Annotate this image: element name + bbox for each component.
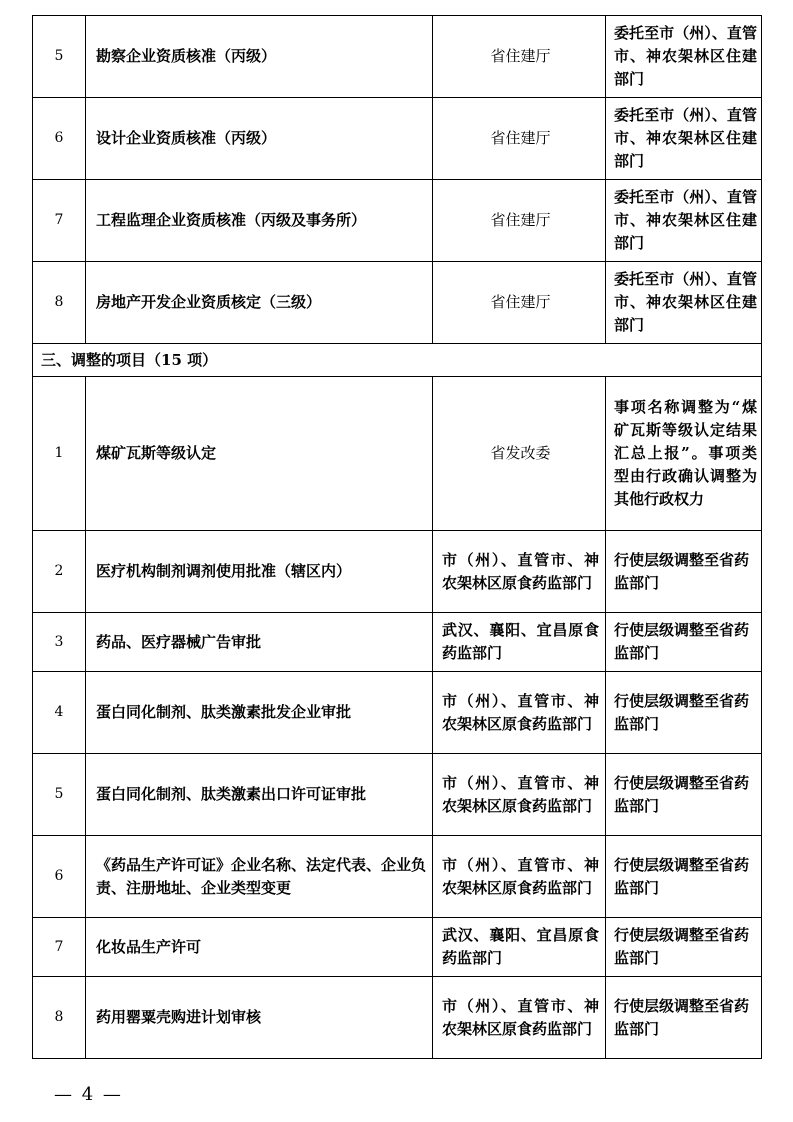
item-department: 市（州）、直管市、神农架林区原食药监部门 bbox=[433, 977, 606, 1059]
row-number: 6 bbox=[33, 98, 86, 180]
item-department: 市（州）、直管市、神农架林区原食药监部门 bbox=[433, 672, 606, 754]
item-name: 《药品生产许可证》企业名称、法定代表、企业负责、注册地址、企业类型变更 bbox=[86, 836, 433, 918]
row-number: 8 bbox=[33, 262, 86, 344]
item-note: 委托至市（州）、直管市、神农架林区住建部门 bbox=[606, 180, 762, 262]
item-note: 行使层级调整至省药监部门 bbox=[606, 918, 762, 977]
table-row bbox=[33, 16, 762, 98]
item-department: 省发改委 bbox=[433, 377, 606, 531]
table-row bbox=[33, 531, 762, 613]
item-name: 勘察企业资质核准（丙级） bbox=[86, 16, 433, 98]
section-heading: 三、调整的项目（15 项） bbox=[33, 344, 762, 377]
item-note: 委托至市（州）、直管市、神农架林区住建部门 bbox=[606, 98, 762, 180]
item-note: 委托至市（州）、直管市、神农架林区住建部门 bbox=[606, 16, 762, 98]
page-number: — 4 — bbox=[54, 1084, 123, 1105]
row-number: 4 bbox=[33, 672, 86, 754]
item-department: 省住建厅 bbox=[433, 180, 606, 262]
item-note: 委托至市（州）、直管市、神农架林区住建部门 bbox=[606, 262, 762, 344]
item-name: 药用罂粟壳购进计划审核 bbox=[86, 977, 433, 1059]
item-name: 蛋白同化制剂、肽类激素批发企业审批 bbox=[86, 672, 433, 754]
item-note: 行使层级调整至省药监部门 bbox=[606, 836, 762, 918]
row-number: 5 bbox=[33, 754, 86, 836]
section-heading-row bbox=[33, 344, 762, 377]
row-number: 2 bbox=[33, 531, 86, 613]
table-row bbox=[33, 180, 762, 262]
item-department: 市（州）、直管市、神农架林区原食药监部门 bbox=[433, 836, 606, 918]
item-note: 行使层级调整至省药监部门 bbox=[606, 531, 762, 613]
item-note: 行使层级调整至省药监部门 bbox=[606, 672, 762, 754]
row-number: 8 bbox=[33, 977, 86, 1059]
table-row bbox=[33, 262, 762, 344]
item-note: 行使层级调整至省药监部门 bbox=[606, 977, 762, 1059]
row-number: 7 bbox=[33, 180, 86, 262]
item-name: 药品、医疗器械广告审批 bbox=[86, 613, 433, 672]
item-name: 房地产开发企业资质核定（三级） bbox=[86, 262, 433, 344]
item-department: 市（州）、直管市、神农架林区原食药监部门 bbox=[433, 754, 606, 836]
item-name: 设计企业资质核准（丙级） bbox=[86, 98, 433, 180]
item-name: 工程监理企业资质核准（丙级及事务所） bbox=[86, 180, 433, 262]
item-name: 蛋白同化制剂、肽类激素出口许可证审批 bbox=[86, 754, 433, 836]
item-note: 行使层级调整至省药监部门 bbox=[606, 754, 762, 836]
table-row bbox=[33, 98, 762, 180]
table-row bbox=[33, 377, 762, 531]
row-number: 7 bbox=[33, 918, 86, 977]
item-department: 市（州）、直管市、神农架林区原食药监部门 bbox=[433, 531, 606, 613]
item-department: 省住建厅 bbox=[433, 98, 606, 180]
table-row bbox=[33, 672, 762, 754]
item-name: 化妆品生产许可 bbox=[86, 918, 433, 977]
item-note: 行使层级调整至省药监部门 bbox=[606, 613, 762, 672]
table-row bbox=[33, 836, 762, 918]
item-note: 事项名称调整为“煤矿瓦斯等级认定结果汇总上报”。事项类型由行政确认调整为其他行政权力 bbox=[606, 377, 762, 531]
row-number: 3 bbox=[33, 613, 86, 672]
table-row bbox=[33, 613, 762, 672]
row-number: 1 bbox=[33, 377, 86, 531]
item-name: 医疗机构制剂调剂使用批准（辖区内） bbox=[86, 531, 433, 613]
table-row bbox=[33, 754, 762, 836]
item-department: 武汉、襄阳、宜昌原食药监部门 bbox=[433, 613, 606, 672]
item-department: 省住建厅 bbox=[433, 262, 606, 344]
item-department: 省住建厅 bbox=[433, 16, 606, 98]
item-department: 武汉、襄阳、宜昌原食药监部门 bbox=[433, 918, 606, 977]
table-row bbox=[33, 977, 762, 1059]
row-number: 6 bbox=[33, 836, 86, 918]
item-name: 煤矿瓦斯等级认定 bbox=[86, 377, 433, 531]
table-row bbox=[33, 918, 762, 977]
row-number: 5 bbox=[33, 16, 86, 98]
items-table bbox=[32, 15, 762, 1059]
